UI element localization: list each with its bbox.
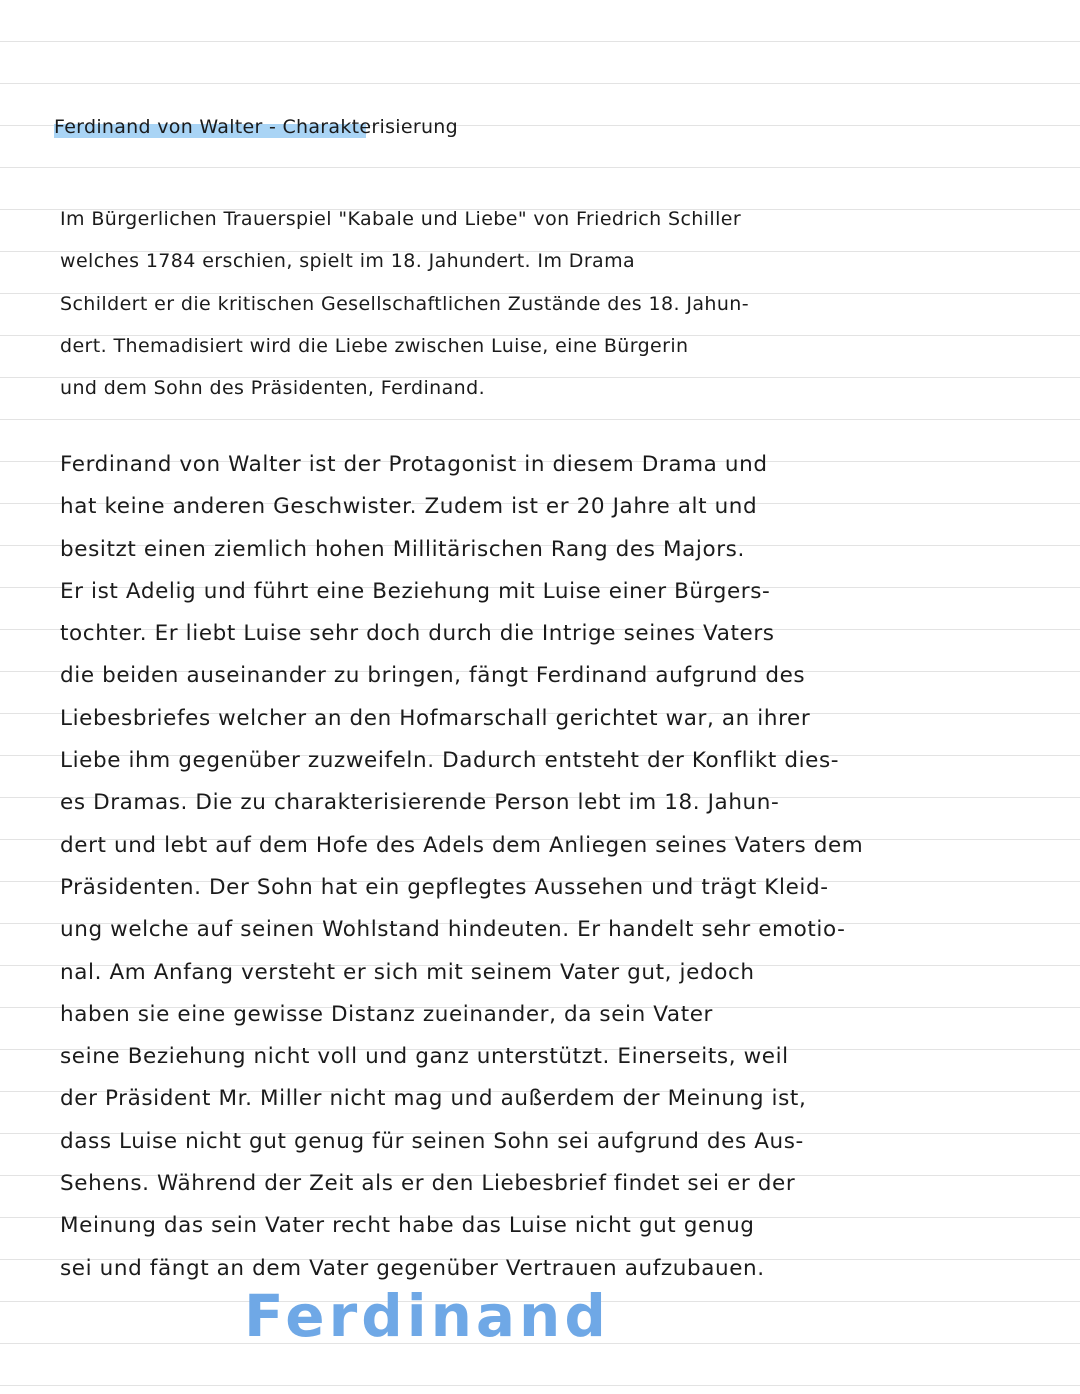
text-line: ung welche auf seinen Wohlstand hindeuten. Er handelt sehr emotio-	[60, 917, 846, 943]
text-line: Er ist Adelig und führt eine Beziehung mit Luise einer Bürgers-	[60, 578, 771, 604]
text-line: welches 1784 erschien, spielt im 18. Jahundert. Im Drama	[60, 250, 636, 273]
text-line: Präsidenten. Der Sohn hat ein gepflegtes Aussehen und trägt Kleid-	[60, 874, 829, 900]
page-title: Ferdinand von Walter - Charakterisierung	[54, 116, 459, 138]
text-line: haben sie eine gewisse Distanz zueinander, da sein Vater	[60, 1001, 713, 1027]
text-line: und dem Sohn des Präsidenten, Ferdinand.	[60, 377, 486, 400]
text-line: besitzt einen ziemlich hohen Millitärischen Rang des Majors.	[60, 536, 745, 562]
signature: Ferdinand	[244, 1282, 610, 1350]
text-line: Meinung das sein Vater recht habe das Luise nicht gut genug	[60, 1213, 755, 1239]
text-line: Sehens. Während der Zeit als er den Liebesbrief findet sei er der	[60, 1171, 796, 1197]
text-line: sei und fängt an dem Vater gegenüber Vertrauen aufzubauen.	[60, 1255, 765, 1281]
text-line: Schildert er die kritischen Gesellschaftlichen Zustände des 18. Jahun-	[60, 292, 750, 315]
paragraph-characterization	[60, 444, 940, 1290]
text-line: Liebe ihm gegenüber zuzweifeln. Dadurch entsteht der Konflikt dies-	[60, 748, 840, 774]
text-line: nal. Am Anfang versteht er sich mit seinem Vater gut, jedoch	[60, 959, 755, 985]
text-line: der Präsident Mr. Miller nicht mag und außerdem der Meinung ist,	[60, 1086, 807, 1112]
text-line: dass Luise nicht gut genug für seinen Sohn sei aufgrund des Aus-	[60, 1128, 804, 1154]
text-line: dert und lebt auf dem Hofe des Adels dem Anliegen seines Vaters dem	[60, 832, 864, 858]
text-line: hat keine anderen Geschwister. Zudem ist er 20 Jahre alt und	[60, 494, 758, 520]
text-line: dert. Themadisiert wird die Liebe zwischen Luise, eine Bürgerin	[60, 334, 689, 357]
text-line: Ferdinand von Walter ist der Protagonist in diesem Drama und	[60, 452, 768, 477]
text-line: tochter. Er liebt Luise sehr doch durch die Intrige seines Vaters	[60, 621, 775, 647]
title-block	[54, 116, 458, 144]
text-line: Im Bürgerlichen Trauerspiel "Kabale und Liebe" von Friedrich Schiller	[60, 208, 742, 230]
text-line: seine Beziehung nicht voll und ganz unterstützt. Einerseits, weil	[60, 1044, 789, 1070]
text-line: es Dramas. Die zu charakterisierende Person lebt im 18. Jahun-	[60, 790, 780, 816]
text-line: Liebesbriefes welcher an den Hofmarschall gerichtet war, an ihrer	[60, 705, 811, 731]
text-line: die beiden auseinander zu bringen, fängt Ferdinand aufgrund des	[60, 663, 806, 689]
paragraph-introduction	[60, 198, 940, 409]
